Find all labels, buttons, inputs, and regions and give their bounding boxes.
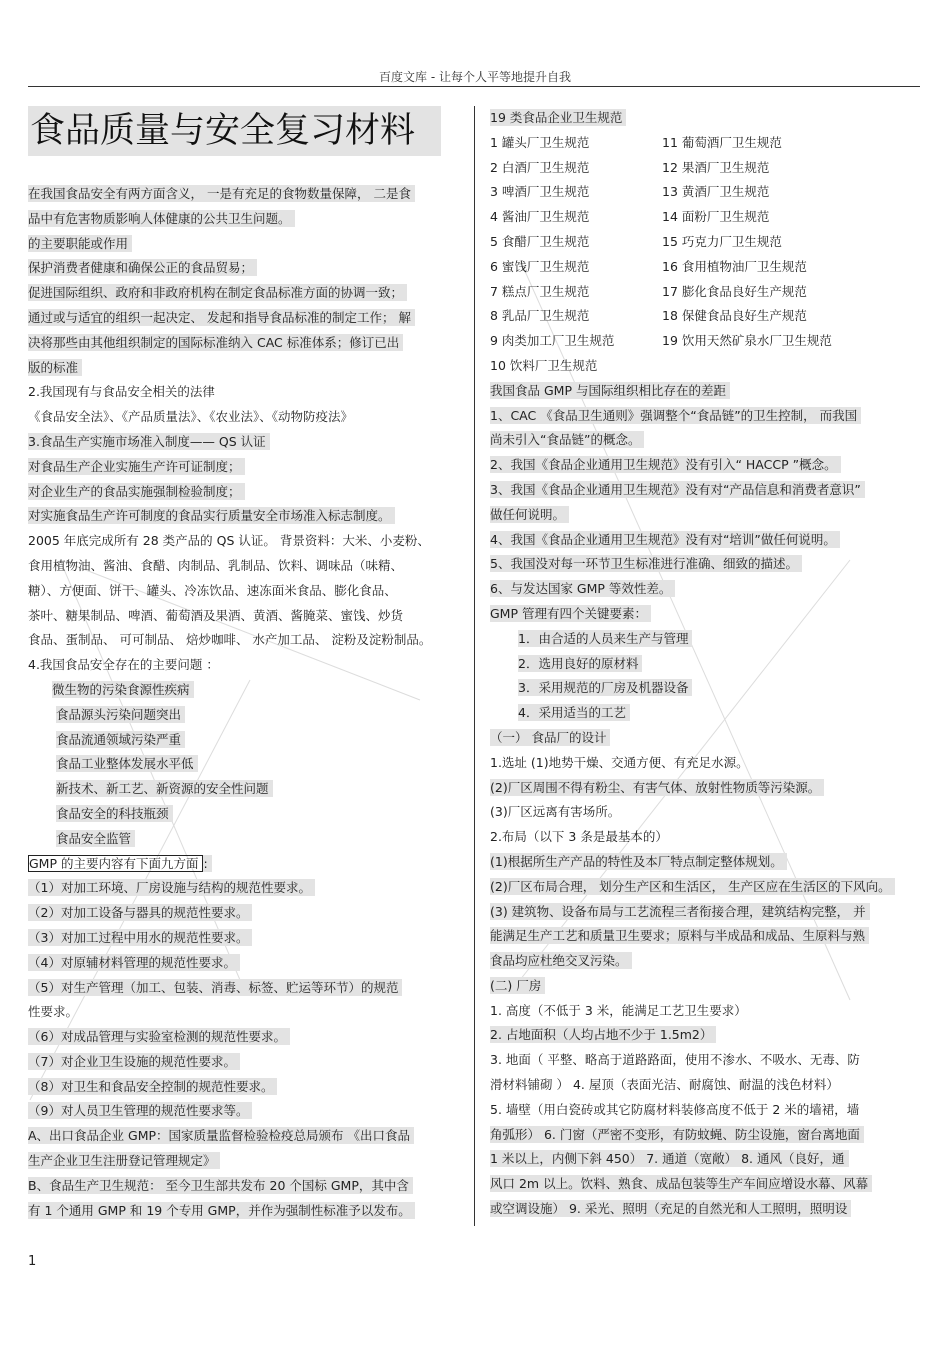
header-divider: [28, 86, 920, 87]
text-line: 促进国际组织、政府和非政府机构在制定食品标准方面的协调一致；: [28, 284, 407, 301]
text-line: 保护消费者健康和确保公正的食品贸易；: [28, 259, 257, 276]
gmp-key-item: 1．由合适的人员来生产与管理: [518, 630, 692, 647]
text-line: 4.我国食品安全存在的主要问题 ：: [28, 657, 219, 673]
spec-item: 13 黄酒厂卫生规范: [662, 184, 770, 200]
text-line: 通过或与适宜的组织一起决定、 发起和指导食品标准的制定工作； 解: [28, 309, 415, 326]
right-column: [490, 106, 920, 1222]
spec-item: 10 饮料厂卫生规范: [490, 357, 598, 373]
spec-item: 4 酱油厂卫生规范: [490, 209, 590, 225]
problem-item: 微生物的污染食源性疾病: [52, 681, 194, 698]
gmp-item: （3）对加工过程中用水的规范性要求。: [28, 929, 252, 946]
text-line: 品中有危害物质影响人体健康的公共卫生问题。: [28, 210, 295, 227]
text-line: 版的标准: [28, 359, 82, 376]
spec-item: 11 葡萄酒厂卫生规范: [662, 134, 782, 150]
text-line: 5、我国没对每一环节卫生标准进行准确、细致的描述。: [490, 555, 802, 572]
text-line: GMP 管理有四个关键要素：: [490, 605, 651, 622]
text-line: (3) 建筑物、设备布局与工艺流程三者衔接合理，建筑结构完整， 并: [490, 903, 870, 920]
text-line: 2、我国《食品企业通用卫生规范》没有引入“ HACCP ”概念。: [490, 456, 841, 473]
text-line: 2. 占地面积（人均占地不少于 1.5m2）: [490, 1026, 716, 1043]
text-line: 《食品安全法》、《产品质量法》、《农业法》、《动物防疫法》: [28, 409, 354, 425]
page-number: 1: [28, 1254, 37, 1269]
gmp-heading-colon: :: [203, 855, 211, 872]
text-line: 生产企业卫生注册登记管理规定》: [28, 1152, 220, 1169]
text-line: (1)根据所生产产品的特性及本厂特点制定整体规划。: [490, 853, 787, 870]
gmp-item: （9）对人员卫生管理的规范性要求等。: [28, 1102, 252, 1119]
text-line: 4、我国《食品企业通用卫生规范》没有对“培训”做任何说明。: [490, 531, 840, 548]
spec-item: 3 啤酒厂卫生规范: [490, 184, 590, 200]
gmp-item: （5）对生产管理（加工、包装、消毒、标签、贮运等环节）的规范: [28, 979, 402, 996]
gmp-item: （7）对企业卫生设施的规范性要求。: [28, 1053, 240, 1070]
spec-row: [490, 255, 920, 280]
text-line: 滑材料铺砌 ） 4. 屋顶（表面光洁、耐腐蚀、耐温的浅色材料）: [490, 1077, 839, 1093]
text-line: A、出口食品企业 GMP：国家质量监督检验检疫总局颁布 《出口食品: [28, 1127, 414, 1144]
text-line: 或空调设施） 9. 采光、照明（充足的自然光和人工照明，照明设: [490, 1200, 851, 1217]
problem-item: 食品安全的科技瓶颈: [56, 805, 173, 822]
text-line: 尚未引入“食品链”的概念。: [490, 431, 644, 448]
problem-item: 食品源头污染问题突出: [56, 706, 185, 723]
gmp-item: 性要求。: [28, 1004, 79, 1020]
gmp-item: （6）对成品管理与实验室检测的规范性要求。: [28, 1028, 290, 1045]
section-heading: （一） 食品厂的设计: [490, 729, 610, 746]
spec-row: [490, 230, 920, 255]
spec-row: [490, 131, 920, 156]
spec-item: 19 饮用天然矿泉水厂卫生规范: [662, 333, 832, 349]
problem-item: 食品流通领域污染严重: [56, 731, 185, 748]
text-line: 茶叶、糖果制品、啤酒、葡萄酒及果酒、黄酒、酱腌菜、蜜饯、炒货: [28, 607, 404, 623]
text-line: 1 米以上，内侧下斜 450） 7. 通道（宽敞） 8. 通风（良好，通: [490, 1150, 849, 1167]
text-line: 1、CAC 《食品卫生通则》强调整个“食品链”的卫生控制， 而我国: [490, 407, 861, 424]
text-line: 食品均应杜绝交叉污染。: [490, 952, 632, 969]
spec-item: 8 乳品厂卫生规范: [490, 308, 590, 324]
gmp-heading-box: GMP 的主要内容有下面九方面: [28, 855, 203, 872]
gmp-key-item: 3．采用规范的厂房及机器设备: [518, 679, 692, 696]
spec-item: 5 食醋厂卫生规范: [490, 233, 590, 249]
text-line: (3)厂区远离有害场所。: [490, 804, 621, 820]
text-line: 风口 2m 以上。饮料、熟食、成品包装等生产车间应增设水幕、风幕: [490, 1175, 872, 1192]
gmp-item: （4）对原辅材料管理的规范性要求。: [28, 954, 240, 971]
text-line: 1. 高度（不低于 3 米，能满足工艺卫生要求）: [490, 1002, 747, 1018]
text-line: 有 1 个通用 GMP 和 19 个专用 GMP，并作为强制性标准予以发布。: [28, 1202, 415, 1219]
text-line: 的主要职能或作用: [28, 235, 132, 252]
spec-heading: 19 类食品企业卫生规范: [490, 109, 626, 126]
spec-item: 2 白酒厂卫生规范: [490, 159, 590, 175]
text-line: 决将那些由其他组织制定的国际标准纳入 CAC 标准体系；修订已出: [28, 334, 403, 351]
problem-item: 食品安全监管: [56, 830, 135, 847]
text-line: 2.布局（以下 3 条是最基本的）: [490, 829, 668, 845]
text-line: 2005 年底完成所有 28 类产品的 QS 认证。 背景资料：大米、小麦粉、: [28, 533, 430, 549]
text-line: 2.我国现有与食品安全相关的法律: [28, 384, 215, 400]
spec-item: 16 食用植物油厂卫生规范: [662, 258, 807, 274]
text-line: 角弧形） 6. 门窗（严密不变形，有防蚊蝇、防尘设施，窗台离地面: [490, 1126, 864, 1143]
text-line: 对实施食品生产许可制度的食品实行质量安全市场准入标志制度。: [28, 507, 395, 524]
text-line: 我国食品 GMP 与国际组织相比存在的差距: [490, 382, 730, 399]
text-line: 6、与发达国家 GMP 等效性差。: [490, 580, 675, 597]
text-line: 3、我国《食品企业通用卫生规范》没有对“产品信息和消费者意识”: [490, 481, 865, 498]
spec-item: 1 罐头厂卫生规范: [490, 134, 590, 150]
gmp-key-item: 2．选用良好的原材料: [518, 655, 642, 672]
section-heading: (二) 厂房: [490, 977, 545, 994]
text-line: 对企业生产的食品实施强制检验制度；: [28, 483, 245, 500]
text-line: 3. 地面（ 平整、略高于道路路面，使用不渗水、不吸水、无毒、防: [490, 1052, 860, 1068]
column-divider: [474, 106, 475, 1226]
spec-item: 15 巧克力厂卫生规范: [662, 233, 782, 249]
spec-row: [490, 156, 920, 181]
text-line: 做任何说明。: [490, 506, 569, 523]
gmp-item: （8）对卫生和食品安全控制的规范性要求。: [28, 1078, 277, 1095]
text-line: 食用植物油、酱油、食醋、肉制品、乳制品、饮料、调味品（味精、: [28, 557, 404, 573]
text-line: 5. 墙壁（用白瓷砖或其它防腐材料装修高度不低于 2 米的墙裙，墙: [490, 1101, 860, 1117]
text-line: 在我国食品安全有两方面含义， 一是有充足的食物数量保障， 二是食: [28, 185, 415, 202]
text-line: 1.选址 (1)地势干燥、交通方便、有充足水源。: [490, 754, 749, 770]
gmp-item: （1）对加工环境、厂房设施与结构的规范性要求。: [28, 879, 315, 896]
spec-row: [490, 304, 920, 329]
problem-item: 食品工业整体发展水平低: [56, 755, 198, 772]
spec-item: 7 糕点厂卫生规范: [490, 283, 590, 299]
spec-item: 14 面粉厂卫生规范: [662, 209, 770, 225]
spec-item: 18 保健食品良好生产规范: [662, 308, 807, 324]
spec-row: [490, 329, 920, 354]
text-line: 对食品生产企业实施生产许可证制度；: [28, 458, 245, 475]
left-column: [28, 106, 458, 1223]
problem-item: 新技术、新工艺、新资源的安全性问题: [56, 780, 273, 797]
text-line: (2)厂区周围不得有粉尘、有害气体、放射性物质等污染源。: [490, 779, 824, 796]
spec-item: 12 果酒厂卫生规范: [662, 159, 770, 175]
spec-row: [490, 205, 920, 230]
text-line: 3.食品生产实施市场准入制度—— QS 认证: [28, 433, 270, 450]
text-line: (2)厂区布局合理， 划分生产区和生活区， 生产区应在生活区的下风向。: [490, 878, 895, 895]
text-line: 糖）、方便面、饼干、罐头、冷冻饮品、速冻面米食品、膨化食品、: [28, 582, 397, 598]
spec-row: [490, 180, 920, 205]
spec-item: 17 膨化食品良好生产规范: [662, 283, 807, 299]
gmp-key-item: 4．采用适当的工艺: [518, 704, 630, 721]
text-line: B、食品生产卫生规范： 至今卫生部共发布 20 个国标 GMP，其中含: [28, 1177, 413, 1194]
text-line: 食品、蛋制品、 可可制品、 焙炒咖啡、 水产加工品、 淀粉及淀粉制品。: [28, 632, 432, 648]
spec-row: [490, 280, 920, 305]
spec-item: 9 肉类加工厂卫生规范: [490, 333, 615, 349]
page-header: 百度文库 - 让每个人平等地提升自我: [379, 70, 571, 84]
gmp-item: （2）对加工设备与器具的规范性要求。: [28, 904, 252, 921]
spec-item: 6 蜜饯厂卫生规范: [490, 258, 590, 274]
text-line: 能满足生产工艺和质量卫生要求；原料与半成品和成品、生原料与熟: [490, 927, 869, 944]
document-title: 食品质量与安全复习材料: [28, 106, 441, 156]
